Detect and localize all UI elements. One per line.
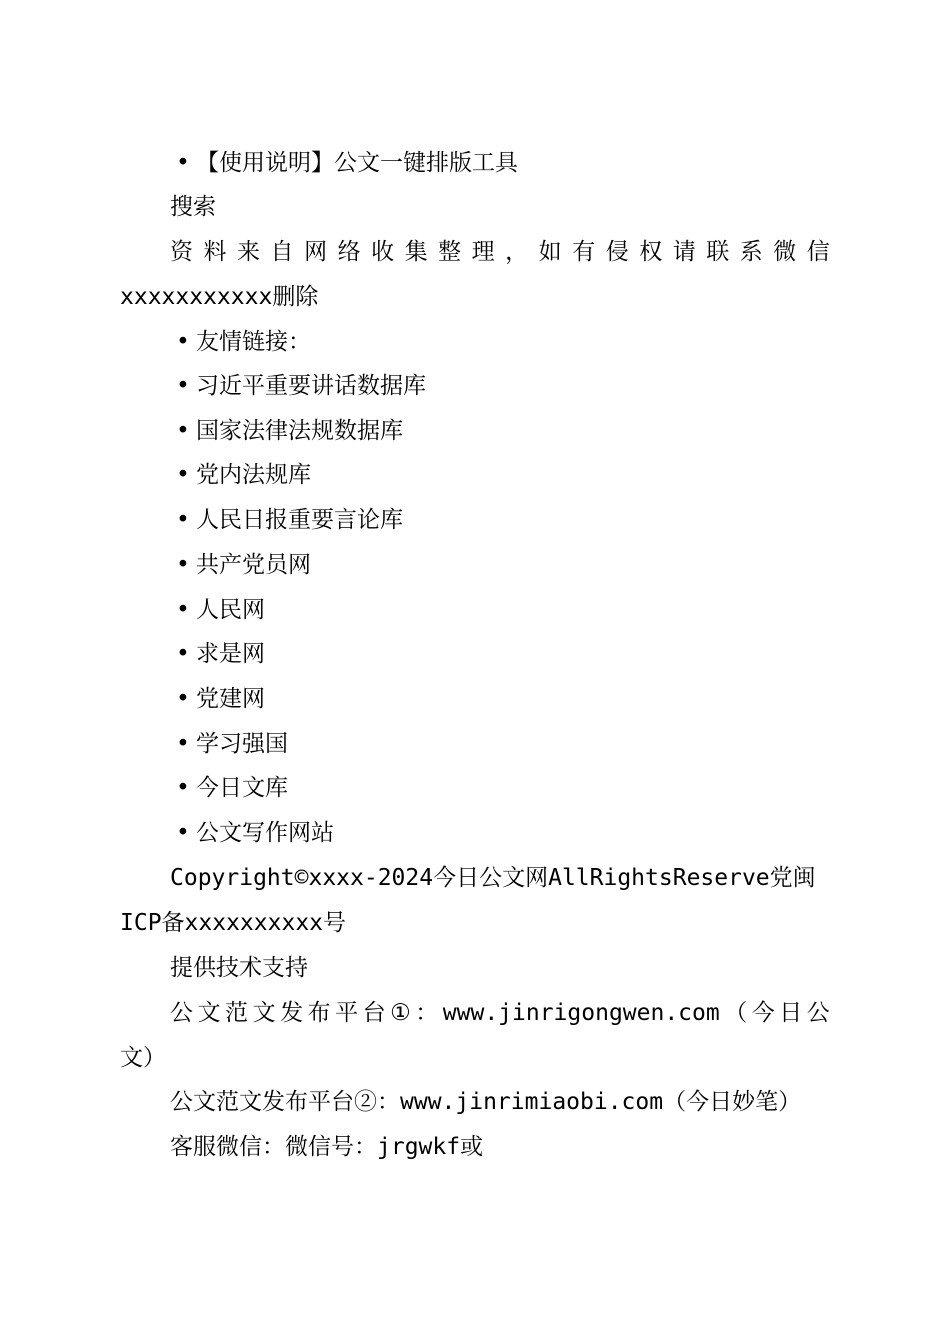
friend-link-item[interactable] [176, 773, 830, 803]
friend-link-text[interactable]: 人民网 [196, 597, 265, 623]
copyright-line2: ICP备xxxxxxxxxx号 [120, 910, 347, 936]
friend-link-item[interactable] [176, 818, 830, 848]
usage-link-item[interactable] [176, 148, 830, 178]
copyright-notice-line2: xxxxxxxxxxx删除 [120, 284, 319, 310]
friend-link-item[interactable] [176, 729, 830, 759]
friend-link-text[interactable]: 公文写作网站 [196, 820, 334, 846]
bullet-icon: • [176, 418, 190, 444]
bullet-icon: • [176, 373, 190, 399]
platform2-line[interactable]: 公文范文发布平台②：www.jinrimiaobi.com（今日妙笔） [170, 1089, 802, 1115]
platform1-line2: 文） [120, 1045, 166, 1071]
friend-link-item[interactable] [176, 595, 830, 625]
friend-link-text[interactable]: 今日文库 [196, 775, 288, 801]
friend-link-item[interactable] [176, 550, 830, 580]
bullet-icon: • [176, 686, 190, 712]
friend-link-text[interactable]: 学习强国 [196, 731, 288, 757]
customer-service-line: 客服微信：微信号：jrgwkf或 [170, 1134, 484, 1160]
copyright-line1: Copyright©xxxx-2024今日公文网AllRightsReserve党闽 [170, 865, 816, 891]
bullet-icon: • [176, 552, 190, 578]
friend-link-item[interactable] [176, 639, 830, 669]
bullet-icon: • [176, 820, 190, 846]
friend-link-text[interactable]: 共产党员网 [196, 552, 311, 578]
bullet-icon: • [176, 150, 190, 176]
friend-link-item[interactable] [176, 371, 830, 401]
bullet-icon: • [176, 329, 190, 355]
bullet-icon: • [176, 597, 190, 623]
bullet-icon: • [176, 462, 190, 488]
friend-link-item[interactable] [176, 684, 830, 714]
copyright-notice-line1: 资 料 来 自 网 络 收 集 整 理 ， 如 有 侵 权 请 联 系 微 信 [170, 239, 830, 265]
search-label[interactable]: 搜索 [170, 194, 216, 220]
friend-link-item[interactable] [176, 460, 830, 490]
bullet-icon: • [176, 731, 190, 757]
friend-link-text[interactable]: 求是网 [196, 641, 265, 667]
friend-link-item[interactable] [176, 505, 830, 535]
friend-link-item[interactable] [176, 416, 830, 446]
usage-link[interactable]: 【使用说明】公文一键排版工具 [196, 150, 518, 176]
friend-link-text[interactable]: 习近平重要讲话数据库 [196, 373, 426, 399]
bullet-icon: • [176, 507, 190, 533]
friend-link-text[interactable]: 国家法律法规数据库 [196, 418, 403, 444]
tech-support-text: 提供技术支持 [170, 955, 308, 981]
friend-link-text[interactable]: 党内法规库 [196, 462, 311, 488]
friend-links-heading-text: 友情链接： [196, 329, 311, 355]
friend-link-text[interactable]: 党建网 [196, 686, 265, 712]
platform1-line1[interactable]: 公 文 范 文 发 布 平 台 ① ： www.jinrigongwen.com （ 今 日 公 [170, 1000, 830, 1026]
friend-link-text[interactable]: 人民日报重要言论库 [196, 507, 403, 533]
bullet-icon: • [176, 775, 190, 801]
friend-links-heading [176, 327, 830, 357]
bullet-icon: • [176, 641, 190, 667]
